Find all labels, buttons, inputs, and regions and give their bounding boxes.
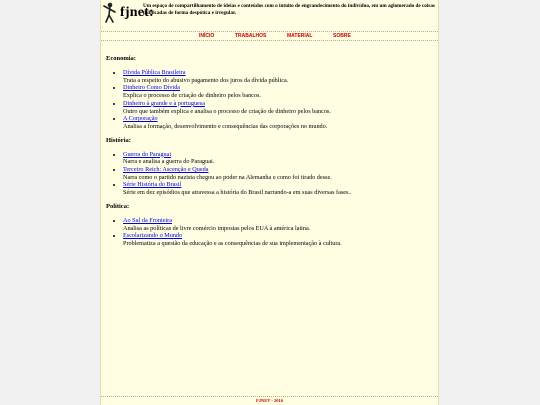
item-link[interactable]: Escolarizando o Mundo — [123, 232, 183, 240]
site-footer: FJNET - 2016 — [101, 396, 438, 405]
list-item — [123, 84, 436, 99]
section-historia — [106, 137, 436, 197]
item-link[interactable]: Dinheiro Como Dívida — [123, 84, 181, 92]
list-item — [123, 151, 436, 166]
item-list — [106, 151, 436, 197]
item-link[interactable]: Guerra do Paraguai — [123, 150, 172, 158]
item-description: Analisa as políticas de livre comércio impostas pelos EUA à américa latina. — [123, 224, 311, 232]
section-economia — [106, 55, 436, 131]
list-item — [123, 100, 436, 115]
list-item — [123, 181, 436, 196]
item-description: Analisa a formação, desenvolvimento e consequências das corporações no mundo. — [123, 122, 328, 130]
item-description: Problematiza a questão da educação e as consequências de sua implementação à cultura. — [123, 239, 342, 247]
item-description: Narra e analisa a guerra do Paraguai. — [123, 158, 215, 166]
item-link[interactable]: Dívida Pública Brasileira — [123, 69, 186, 76]
item-description: Explica o processo de criação de dinheiro pelos bancos. — [123, 92, 261, 100]
item-link[interactable]: Terceiro Reich: Ascenção e Queda — [123, 166, 209, 174]
list-item — [123, 69, 436, 84]
item-list — [106, 217, 436, 248]
site-brand[interactable]: fjnet: — [120, 5, 154, 20]
item-list — [106, 69, 436, 131]
item-link[interactable]: Série História do Brasil — [123, 181, 182, 189]
item-description: Série em dez episódios que atravessa a história do Brasil narrando-a em suas diversas fases.. — [123, 189, 352, 197]
nav-inicio[interactable]: INÍCIO — [199, 33, 215, 39]
nav-trabalhos[interactable]: TRABALHOS — [235, 33, 267, 39]
list-item — [123, 166, 436, 181]
list-item — [123, 115, 436, 130]
item-link[interactable]: Ao Sul da Fronteira — [123, 216, 172, 224]
site-tagline: Um espaço de compartilhamento de ideias e conteúdos com o intuito de engrandecimento do indivíduo, em um aglomerado de coisas publicadas de forma despótica e irregular. — [143, 3, 435, 16]
item-link[interactable]: Dinheiro à grande e à portuguesa — [123, 99, 205, 107]
item-description: Trata a respeito do abusivo pagamento dos juros da dívida pública. — [123, 76, 289, 84]
list-item — [123, 232, 436, 247]
list-item — [123, 217, 436, 232]
section-title: Política: — [106, 202, 130, 210]
section-title: História: — [106, 136, 131, 144]
item-description: Narra como o partido nazista chegou ao poder na Alemanha e como foi tirado desse. — [123, 173, 332, 181]
main-nav — [101, 31, 438, 41]
dancing-figure-logo-icon[interactable] — [103, 2, 119, 26]
page-column — [100, 0, 439, 405]
main-content — [106, 55, 436, 254]
site-header — [103, 2, 437, 30]
item-description: Outro que também explica e analisa o processo de criação de dinheiro pelos bancos. — [123, 107, 331, 115]
item-link[interactable]: A Corporação — [123, 115, 158, 123]
section-politica — [106, 203, 436, 248]
section-title: Economia: — [106, 55, 136, 62]
nav-sobre[interactable]: SOBRE — [333, 33, 351, 39]
nav-material[interactable]: MATERIAL — [287, 33, 313, 39]
